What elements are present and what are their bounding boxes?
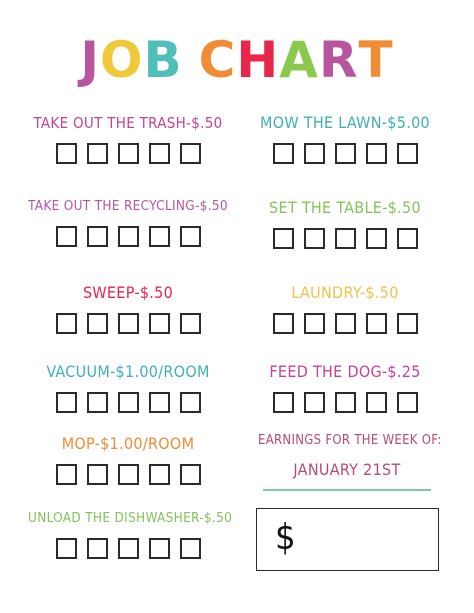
checkbox[interactable]	[56, 538, 77, 559]
checkbox[interactable]	[335, 392, 356, 413]
task-label: SWEEP-$.50	[82, 283, 174, 302]
checkbox[interactable]	[180, 226, 201, 247]
task-feed-dog	[245, 362, 445, 413]
checkbox[interactable]	[180, 392, 201, 413]
task-label: SET THE TABLE-$.50	[269, 198, 421, 217]
task-label: TAKE OUT THE TRASH-$.50	[33, 114, 223, 132]
checkbox[interactable]	[87, 143, 108, 164]
checkbox[interactable]	[273, 228, 294, 249]
checkbox[interactable]	[366, 228, 387, 249]
checkbox[interactable]	[335, 228, 356, 249]
checkbox[interactable]	[118, 313, 139, 334]
title-letter: T	[358, 31, 394, 89]
checkbox[interactable]	[366, 392, 387, 413]
earnings-total-box[interactable]	[256, 508, 439, 571]
task-laundry	[245, 283, 445, 334]
task-label: VACUUM-$1.00/ROOM	[46, 362, 210, 381]
task-table	[245, 198, 445, 249]
checkbox[interactable]	[87, 313, 108, 334]
checkbox[interactable]	[366, 143, 387, 164]
checkbox[interactable]	[56, 143, 77, 164]
title-letter: J	[80, 31, 101, 89]
checkbox[interactable]	[56, 313, 77, 334]
page-title	[0, 30, 474, 90]
checkbox[interactable]	[56, 464, 77, 485]
title-letter: C	[198, 31, 237, 89]
dollar-sign: $	[275, 517, 296, 558]
task-recycling	[28, 196, 228, 247]
checkbox[interactable]	[180, 143, 201, 164]
checkbox-row	[28, 392, 228, 413]
checkbox-row	[28, 143, 228, 164]
checkbox[interactable]	[118, 143, 139, 164]
checkbox-row	[245, 392, 445, 413]
checkbox[interactable]	[56, 392, 77, 413]
checkbox-row	[245, 143, 445, 164]
task-label: MOP-$1.00/ROOM	[61, 434, 195, 453]
earnings-week: JANUARY 21ST	[293, 460, 401, 479]
checkbox[interactable]	[149, 143, 170, 164]
checkbox[interactable]	[397, 392, 418, 413]
checkbox[interactable]	[397, 228, 418, 249]
task-label: FEED THE DOG-$.25	[269, 362, 421, 381]
checkbox[interactable]	[273, 392, 294, 413]
title-letter: O	[100, 31, 144, 89]
checkbox[interactable]	[118, 464, 139, 485]
earnings-underline	[263, 489, 431, 491]
checkbox[interactable]	[180, 538, 201, 559]
task-label: LAUNDRY-$.50	[291, 283, 399, 302]
checkbox[interactable]	[87, 464, 108, 485]
checkbox[interactable]	[273, 143, 294, 164]
checkbox[interactable]	[304, 228, 325, 249]
title-letter	[183, 30, 199, 90]
title-letter: A	[279, 31, 319, 89]
checkbox[interactable]	[149, 538, 170, 559]
checkbox[interactable]	[118, 538, 139, 559]
checkbox-row	[28, 313, 228, 334]
checkbox[interactable]	[118, 392, 139, 413]
checkbox[interactable]	[397, 143, 418, 164]
task-label: UNLOAD THE DISHWASHER-$.50	[28, 510, 233, 526]
task-sweep	[28, 283, 228, 334]
task-label: TAKE OUT THE RECYCLING-$.50	[28, 198, 228, 214]
checkbox[interactable]	[366, 313, 387, 334]
checkbox-row	[245, 228, 445, 249]
checkbox[interactable]	[335, 143, 356, 164]
title-letter: B	[143, 31, 183, 89]
checkbox-row	[245, 313, 445, 334]
checkbox-row	[28, 226, 228, 247]
title-letter: H	[236, 31, 280, 89]
checkbox[interactable]	[87, 538, 108, 559]
task-vacuum	[28, 362, 228, 413]
checkbox[interactable]	[397, 313, 418, 334]
task-mow	[245, 113, 445, 164]
checkbox-row	[28, 464, 228, 485]
checkbox[interactable]	[180, 464, 201, 485]
checkbox[interactable]	[149, 313, 170, 334]
earnings-label: EARNINGS FOR THE WEEK OF:	[258, 433, 442, 448]
checkbox[interactable]	[118, 226, 139, 247]
checkbox[interactable]	[304, 143, 325, 164]
checkbox[interactable]	[87, 226, 108, 247]
checkbox[interactable]	[87, 392, 108, 413]
checkbox[interactable]	[335, 313, 356, 334]
checkbox-row	[28, 538, 228, 559]
checkbox[interactable]	[304, 392, 325, 413]
task-label: MOW THE LAWN-$5.00	[260, 113, 430, 132]
checkbox[interactable]	[149, 392, 170, 413]
checkbox[interactable]	[180, 313, 201, 334]
task-mop	[28, 434, 228, 485]
task-trash	[28, 113, 228, 164]
checkbox[interactable]	[56, 226, 77, 247]
checkbox[interactable]	[149, 464, 170, 485]
checkbox[interactable]	[273, 313, 294, 334]
checkbox[interactable]	[304, 313, 325, 334]
checkbox[interactable]	[149, 226, 170, 247]
title-letter: R	[318, 31, 359, 89]
task-dishwasher	[28, 508, 233, 559]
